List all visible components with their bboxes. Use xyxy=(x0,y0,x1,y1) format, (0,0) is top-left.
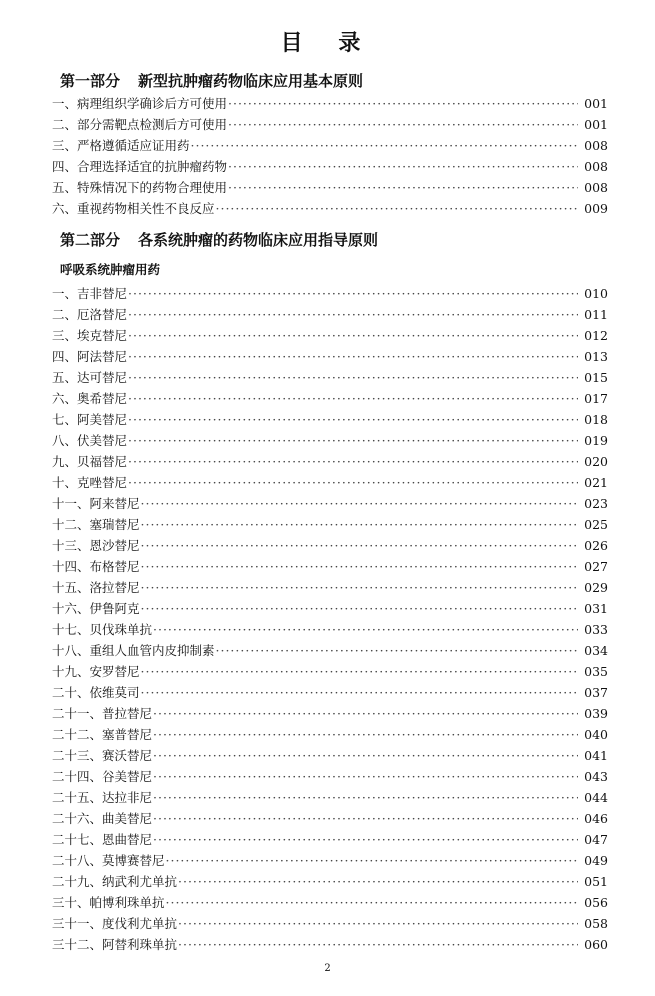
toc-entry[interactable] xyxy=(52,851,608,872)
dot-leader xyxy=(141,580,578,595)
dot-leader xyxy=(228,159,578,174)
toc-entry-page: 041 xyxy=(584,748,608,763)
toc-entry-label: 二十、依维莫司 xyxy=(52,685,140,700)
dot-leader xyxy=(228,180,578,195)
dot-leader xyxy=(228,117,578,132)
toc-entry-page: 029 xyxy=(584,580,608,595)
toc-entry-label: 十八、重组人血管内皮抑制素 xyxy=(52,643,215,658)
toc-entry-page: 058 xyxy=(584,916,608,931)
toc-entry-page: 035 xyxy=(584,664,608,679)
toc-entry-page: 018 xyxy=(584,412,608,427)
toc-entry-page: 026 xyxy=(584,538,608,553)
toc-entry-label: 七、阿美替尼 xyxy=(52,412,128,427)
toc-entry[interactable] xyxy=(52,935,608,956)
toc-entry-label: 二、部分需靶点检测后方可使用 xyxy=(52,117,228,132)
dot-leader xyxy=(153,790,578,805)
dot-leader xyxy=(153,769,578,784)
toc-entry-label: 十一、阿来替尼 xyxy=(52,496,140,511)
toc-entry[interactable] xyxy=(52,599,608,620)
page-number: 2 xyxy=(324,963,331,974)
toc-entry[interactable] xyxy=(52,284,608,305)
toc-entry[interactable] xyxy=(52,767,608,788)
dot-leader xyxy=(153,622,578,637)
toc-entry-page: 051 xyxy=(584,874,608,889)
toc-entry-label: 二十二、塞普替尼 xyxy=(52,727,153,742)
toc-entry[interactable] xyxy=(52,536,608,557)
toc-entry-label: 六、奥希替尼 xyxy=(52,391,128,406)
toc-entry-page: 060 xyxy=(584,937,608,952)
part2-heading xyxy=(60,229,378,250)
toc-entry[interactable] xyxy=(52,389,608,410)
dot-leader xyxy=(141,538,578,553)
toc-entry-label: 十七、贝伐珠单抗 xyxy=(52,622,153,637)
section-heading: 呼吸系统肿瘤用药 xyxy=(60,262,161,277)
toc-entry[interactable] xyxy=(52,157,608,178)
toc-entry-page: 010 xyxy=(584,286,608,301)
toc-entry[interactable] xyxy=(52,136,608,157)
dot-leader xyxy=(153,811,578,826)
toc-entry-page: 034 xyxy=(584,643,608,658)
toc-entry-label: 一、病理组织学确诊后方可使用 xyxy=(52,96,228,111)
toc-entry-page: 021 xyxy=(584,475,608,490)
toc-entry[interactable] xyxy=(52,725,608,746)
toc-entry-page: 017 xyxy=(584,391,608,406)
dot-leader xyxy=(141,559,578,574)
toc-entry-label: 二十六、曲美替尼 xyxy=(52,811,153,826)
toc-entry[interactable] xyxy=(52,809,608,830)
dot-leader xyxy=(128,475,578,490)
part1-heading xyxy=(60,70,363,91)
toc-entry-page: 049 xyxy=(584,853,608,868)
toc-entry-label: 三十一、度伐利尤单抗 xyxy=(52,916,178,931)
toc-entry[interactable] xyxy=(52,662,608,683)
toc-entry-page: 008 xyxy=(584,180,608,195)
dot-leader xyxy=(141,496,578,511)
toc-entry-label: 五、达可替尼 xyxy=(52,370,128,385)
toc-entry-page: 015 xyxy=(584,370,608,385)
toc-entry[interactable] xyxy=(52,620,608,641)
toc-entry-label: 九、贝福替尼 xyxy=(52,454,128,469)
toc-entry-page: 046 xyxy=(584,811,608,826)
toc-entry[interactable] xyxy=(52,893,608,914)
toc-entry[interactable] xyxy=(52,683,608,704)
toc-entry-page: 031 xyxy=(584,601,608,616)
dot-leader xyxy=(166,853,578,868)
toc-entry-page: 009 xyxy=(584,201,608,216)
toc-entry[interactable] xyxy=(52,431,608,452)
toc-entry-label: 四、阿法替尼 xyxy=(52,349,128,364)
part1-title: 新型抗肿瘤药物临床应用基本原则 xyxy=(138,72,364,90)
toc-entry-label: 十五、洛拉替尼 xyxy=(52,580,140,595)
toc-entry-label: 二十三、赛沃替尼 xyxy=(52,748,153,763)
toc-entry[interactable] xyxy=(52,305,608,326)
toc-entry-label: 二十七、恩曲替尼 xyxy=(52,832,153,847)
toc-entry-label: 八、伏美替尼 xyxy=(52,433,128,448)
toc-entry[interactable] xyxy=(52,473,608,494)
toc-entry-page: 040 xyxy=(584,727,608,742)
toc-entry-page: 019 xyxy=(584,433,608,448)
dot-leader xyxy=(153,706,578,721)
part1-label: 第一部分 xyxy=(60,72,121,90)
toc-entry-label: 十二、塞瑞替尼 xyxy=(52,517,140,532)
dot-leader xyxy=(191,138,578,153)
toc-entry-page: 013 xyxy=(584,349,608,364)
page-title: 目 录 xyxy=(280,31,375,56)
toc-entry[interactable] xyxy=(52,746,608,767)
toc-entry-label: 三、埃克替尼 xyxy=(52,328,128,343)
dot-leader xyxy=(128,433,578,448)
dot-leader xyxy=(141,664,578,679)
toc-entry[interactable] xyxy=(52,347,608,368)
dot-leader xyxy=(141,601,578,616)
toc-entry[interactable] xyxy=(52,788,608,809)
dot-leader xyxy=(178,874,578,889)
toc-entry-label: 十、克唑替尼 xyxy=(52,475,128,490)
dot-leader xyxy=(128,328,578,343)
dot-leader xyxy=(216,643,578,658)
toc-entry-label: 十九、安罗替尼 xyxy=(52,664,140,679)
dot-leader xyxy=(178,937,578,952)
toc-entry-label: 二、厄洛替尼 xyxy=(52,307,128,322)
dot-leader xyxy=(178,916,578,931)
toc-entry[interactable] xyxy=(52,578,608,599)
dot-leader xyxy=(128,454,578,469)
toc-entry-page: 047 xyxy=(584,832,608,847)
toc-entry-page: 023 xyxy=(584,496,608,511)
toc-entry-page: 008 xyxy=(584,159,608,174)
toc-entry-page: 012 xyxy=(584,328,608,343)
toc-entry[interactable] xyxy=(52,557,608,578)
toc-entry-label: 十六、伊鲁阿克 xyxy=(52,601,140,616)
dot-leader xyxy=(153,832,578,847)
toc-entry-label: 二十八、莫博赛替尼 xyxy=(52,853,165,868)
toc-entry-label: 二十九、纳武利尤单抗 xyxy=(52,874,178,889)
toc-entry[interactable] xyxy=(52,641,608,662)
dot-leader xyxy=(141,517,578,532)
dot-leader xyxy=(128,286,578,301)
toc-entry[interactable] xyxy=(52,199,608,220)
dot-leader xyxy=(216,201,578,216)
dot-leader xyxy=(128,391,578,406)
toc-entry-label: 二十一、普拉替尼 xyxy=(52,706,153,721)
dot-leader xyxy=(128,370,578,385)
toc-entry-page: 020 xyxy=(584,454,608,469)
dot-leader xyxy=(141,685,578,700)
toc-entry[interactable] xyxy=(52,914,608,935)
toc-entry-label: 四、合理选择适宜的抗肿瘤药物 xyxy=(52,159,228,174)
toc-entry-label: 十四、布格替尼 xyxy=(52,559,140,574)
toc-entry[interactable] xyxy=(52,830,608,851)
toc-entry-label: 三十、帕博利珠单抗 xyxy=(52,895,165,910)
toc-entry-label: 一、吉非替尼 xyxy=(52,286,128,301)
toc-entry-page: 008 xyxy=(584,138,608,153)
part2-toc-list xyxy=(52,284,608,956)
toc-entry[interactable] xyxy=(52,872,608,893)
toc-entry-label: 五、特殊情况下的药物合理使用 xyxy=(52,180,228,195)
toc-entry-label: 二十四、谷美替尼 xyxy=(52,769,153,784)
toc-entry-page: 056 xyxy=(584,895,608,910)
toc-entry-page: 001 xyxy=(584,117,608,132)
toc-entry-page: 043 xyxy=(584,769,608,784)
toc-entry[interactable] xyxy=(52,515,608,536)
dot-leader xyxy=(166,895,578,910)
toc-entry-page: 037 xyxy=(584,685,608,700)
toc-entry[interactable] xyxy=(52,326,608,347)
dot-leader xyxy=(128,412,578,427)
toc-entry[interactable] xyxy=(52,368,608,389)
toc-entry-label: 三、严格遵循适应证用药 xyxy=(52,138,190,153)
toc-entry[interactable] xyxy=(52,704,608,725)
toc-entry-page: 011 xyxy=(584,307,608,322)
toc-entry-label: 十三、恩沙替尼 xyxy=(52,538,140,553)
toc-entry-page: 025 xyxy=(584,517,608,532)
dot-leader xyxy=(153,727,578,742)
toc-entry-page: 039 xyxy=(584,706,608,721)
toc-entry-page: 027 xyxy=(584,559,608,574)
toc-entry[interactable] xyxy=(52,94,608,115)
dot-leader xyxy=(228,96,578,111)
toc-entry[interactable] xyxy=(52,494,608,515)
dot-leader xyxy=(128,349,578,364)
toc-entry-page: 044 xyxy=(584,790,608,805)
toc-entry-page: 033 xyxy=(584,622,608,637)
dot-leader xyxy=(128,307,578,322)
toc-entry[interactable] xyxy=(52,178,608,199)
toc-entry[interactable] xyxy=(52,115,608,136)
part2-title: 各系统肿瘤的药物临床应用指导原则 xyxy=(138,231,379,249)
toc-entry-label: 三十二、阿替利珠单抗 xyxy=(52,937,178,952)
toc-entry-label: 六、重视药物相关性不良反应 xyxy=(52,201,215,216)
part1-toc-list xyxy=(52,94,608,220)
toc-entry[interactable] xyxy=(52,410,608,431)
toc-entry[interactable] xyxy=(52,452,608,473)
dot-leader xyxy=(153,748,578,763)
toc-entry-page: 001 xyxy=(584,96,608,111)
toc-entry-label: 二十五、达拉非尼 xyxy=(52,790,153,805)
part2-label: 第二部分 xyxy=(60,231,121,249)
